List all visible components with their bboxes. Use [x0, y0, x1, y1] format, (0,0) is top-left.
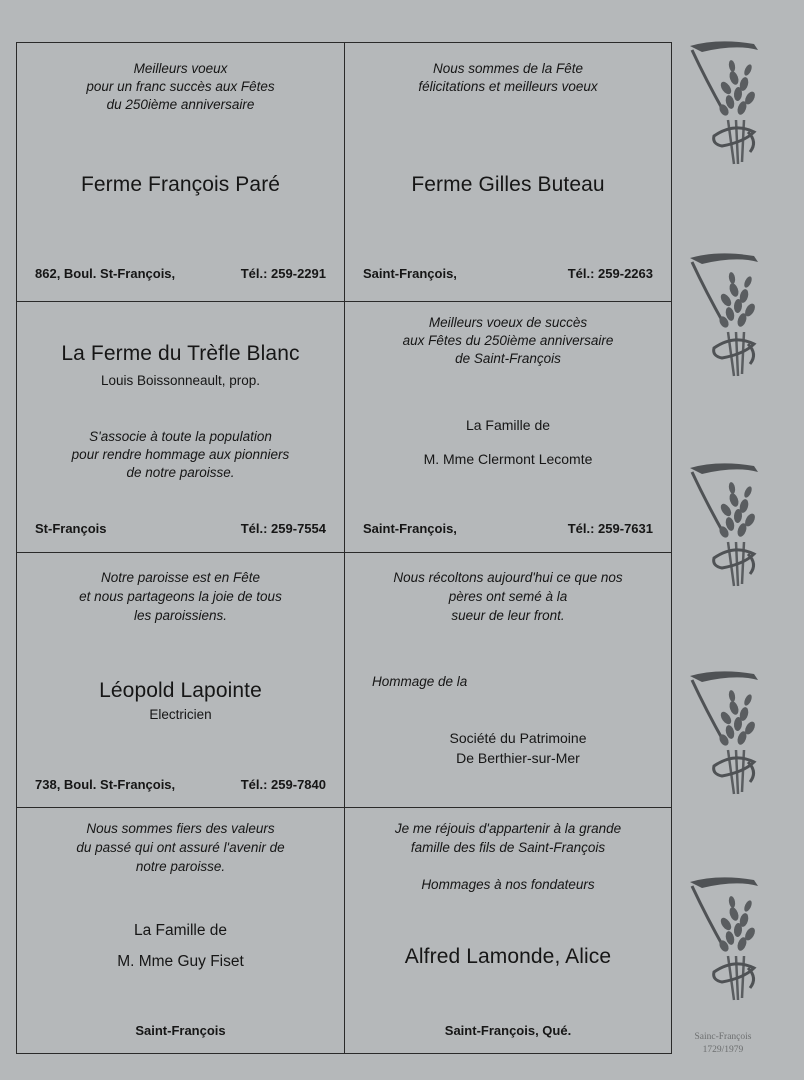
ad-address: Saint-François — [135, 1023, 226, 1038]
ad-intro-line: du 250ième anniversaire — [106, 97, 255, 112]
ad-guy-fiset — [17, 808, 345, 1053]
ad-phone: Tél.: 259-2291 — [240, 266, 326, 281]
ad-phone: Tél.: 259-7554 — [240, 521, 326, 536]
ad-phone: Tél.: 259-7631 — [567, 521, 653, 536]
ad-intro-line: Meilleurs voeux — [133, 61, 228, 76]
ad-message-line: S'associe à toute la population — [89, 429, 272, 444]
ad-intro-line: Notre paroisse est en Fête — [100, 570, 261, 585]
wheat-sheaf-icon — [684, 876, 766, 1004]
ad-address: 738, Boul. St-François, — [35, 777, 176, 792]
ad-name: Alfred Lamonde, Alice — [404, 945, 612, 968]
ad-leopold-lapointe — [17, 553, 345, 808]
ad-intro-line: famille des fils de Saint-François — [410, 840, 606, 855]
ad-intro-line: sueur de leur front. — [451, 608, 565, 623]
ad-footer — [363, 1023, 653, 1038]
ad-name: La Ferme du Trèfle Blanc — [61, 342, 300, 365]
ad-name-line: Société du Patrimoine — [449, 730, 587, 746]
advertisement-grid — [16, 42, 672, 1054]
ad-footer — [35, 777, 326, 792]
ad-footer — [35, 521, 326, 536]
ad-intro-line: de Saint-François — [455, 351, 561, 366]
ad-intro-line: du passé qui ont assuré l'avenir de — [76, 840, 285, 855]
ad-name-line: La Famille de — [465, 417, 551, 433]
ad-intro-line: pour un franc succès aux Fêtes — [86, 79, 275, 94]
ad-subtitle: Louis Boissonneault, prop. — [100, 373, 261, 388]
ad-intro-line: Meilleurs voeux de succès — [428, 315, 588, 330]
ad-intro-line: les paroissiens. — [133, 608, 228, 623]
ad-phone: Tél.: 259-2263 — [567, 266, 653, 281]
ad-address: 862, Boul. St-François, — [35, 266, 176, 281]
wheat-sheaf-icon — [684, 40, 766, 168]
ad-ferme-gilles-buteau — [345, 43, 671, 302]
ad-intro-line: Nous sommes de la Fête — [432, 61, 584, 76]
ad-intro-line: et nous partageons la joie de tous — [79, 589, 282, 604]
signature-line: Sainc-François — [694, 1032, 752, 1042]
ad-hommage: Hommages à nos fondateurs — [421, 877, 595, 892]
wheat-sheaf-icon — [684, 462, 766, 590]
ad-name: Léopold Lapointe — [99, 679, 262, 702]
ad-footer — [363, 521, 653, 536]
ad-subtitle: Electricien — [149, 707, 212, 722]
ad-ferme-francois-pare — [17, 43, 345, 302]
ad-message-line: pour rendre hommage aux pionniers — [71, 447, 290, 462]
ad-address: Saint-François, Qué. — [444, 1023, 572, 1038]
ad-ferme-trefle-blanc — [17, 302, 345, 553]
ad-footer — [35, 266, 326, 281]
ad-name-line: De Berthier-sur-Mer — [456, 750, 580, 766]
ad-name: Ferme François Paré — [80, 173, 281, 196]
ad-intro-line: pères ont semé à la — [448, 589, 568, 604]
ad-address: Saint-François, — [363, 521, 457, 536]
ad-address: St-François — [35, 521, 107, 536]
ad-societe-patrimoine — [345, 553, 671, 808]
wheat-sheaf-icon — [684, 252, 766, 380]
ad-hommage: Hommage de la — [372, 674, 468, 689]
ad-intro-line: aux Fêtes du 250ième anniversaire — [402, 333, 614, 348]
ad-footer — [363, 266, 653, 281]
ad-name-line: M. Mme Clermont Lecomte — [423, 451, 593, 467]
margin-signature — [672, 1031, 774, 1057]
ad-message-line: de notre paroisse. — [126, 465, 235, 480]
signature-year: 1729/1979 — [702, 1045, 744, 1055]
ad-footer — [35, 1023, 326, 1038]
ad-intro-line: Nous sommes fiers des valeurs — [86, 821, 275, 836]
ad-intro-line: Nous récoltons aujourd'hui ce que nos — [393, 570, 623, 585]
ad-name-line: M. Mme Guy Fiset — [117, 953, 244, 970]
ad-clermont-lecomte — [345, 302, 671, 553]
ad-phone: Tél.: 259-7840 — [240, 777, 326, 792]
ad-alfred-lamonde — [345, 808, 671, 1053]
ad-name: Ferme Gilles Buteau — [411, 173, 605, 196]
ad-intro-line: félicitations et meilleurs voeux — [418, 79, 598, 94]
ad-name-line: La Famille de — [133, 922, 228, 939]
ad-address: Saint-François, — [363, 266, 457, 281]
ad-intro-line: Je me réjouis d'appartenir à la grande — [394, 821, 622, 836]
ad-intro-line: notre paroisse. — [135, 859, 226, 874]
wheat-sheaf-icon — [684, 670, 766, 798]
